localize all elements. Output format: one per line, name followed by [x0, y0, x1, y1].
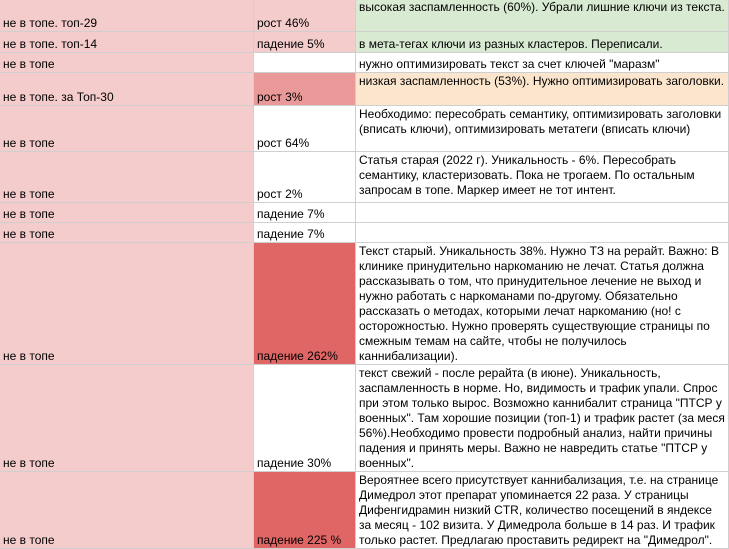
note-cell[interactable]	[356, 202, 729, 222]
note-cell[interactable]: в мета-тегах ключи из разных кластеров. Переписали.	[356, 31, 729, 52]
change-cell[interactable]: падение 225 %	[254, 471, 356, 548]
table-row	[0, 242, 729, 364]
table-row	[0, 202, 729, 222]
change-cell[interactable]: падение 7%	[254, 222, 356, 242]
note-cell[interactable]	[356, 222, 729, 242]
position-cell[interactable]: не в топе. за Топ-30	[0, 72, 254, 105]
change-cell[interactable]: падение 7%	[254, 202, 356, 222]
table-row	[0, 52, 729, 72]
position-cell[interactable]: не в топе	[0, 222, 254, 242]
position-cell[interactable]: не в топе	[0, 242, 254, 364]
table-row	[0, 31, 729, 52]
change-cell[interactable]: рост 2%	[254, 151, 356, 202]
table-row	[0, 151, 729, 202]
position-cell[interactable]: не в топе	[0, 151, 254, 202]
table-row	[0, 364, 729, 471]
note-cell[interactable]: высокая заспамленность (60%). Убрали лишние ключи из текста.	[356, 0, 729, 31]
change-cell[interactable]: рост 64%	[254, 105, 356, 151]
note-cell[interactable]: Вероятнее всего присутствует каннибализация, т.е. на странице Димедрол этот препарат упоминается 22 раза. У страницы Дифенгидрамин низкий CTR, количество посещений в яндексе за месяц - 102 визита. У Димедрола больше в 14 раз. И трафик только растет. Предлагаю проставить редирект на "Димедрол".	[356, 471, 729, 548]
note-cell[interactable]: Необходимо: пересобрать семантику, оптимизировать заголовки (вписать ключи), оптимизировать метатеги (вписать ключи)	[356, 105, 729, 151]
table-row	[0, 471, 729, 548]
change-cell[interactable]: рост 46%	[254, 0, 356, 31]
position-cell[interactable]: не в топе	[0, 364, 254, 471]
change-cell[interactable]: падение 262%	[254, 242, 356, 364]
note-cell[interactable]: Текст старый. Уникальность 38%. Нужно ТЗ на рерайт. Важно: В клинике принудительно наркоманию не лечат. Статья должна рассказывать о том, что принудительное лечение не выход и нужно работать с наркоманами по-другому. Обязательно рассказать о методах, которыми лечат наркоманию (но! с осторожностью. Нужно проверять существующие страницы по смежным темам на сайте, чтобы не получилось каннибализации).	[356, 242, 729, 364]
position-cell[interactable]: не в топе. топ-14	[0, 31, 254, 52]
table-row	[0, 0, 729, 31]
table-row	[0, 72, 729, 105]
change-cell[interactable]: рост 3%	[254, 72, 356, 105]
note-cell[interactable]: Статья старая (2022 г). Уникальность - 6%. Пересобрать семантику, кластеризовать. Пока не трогаем. По остальным запросам в топе. Маркер имеет не тот интент.	[356, 151, 729, 202]
note-cell[interactable]: низкая заспамленность (53%). Нужно оптимизировать заголовки.	[356, 72, 729, 105]
position-cell[interactable]: не в топе	[0, 202, 254, 222]
table-row	[0, 105, 729, 151]
note-cell[interactable]: нужно оптимизировать текст за счет ключей "маразм"	[356, 52, 729, 72]
change-cell[interactable]: падение 30%	[254, 364, 356, 471]
position-cell[interactable]: не в топе	[0, 471, 254, 548]
position-cell[interactable]: не в топе	[0, 52, 254, 72]
change-cell[interactable]: падение 5%	[254, 31, 356, 52]
table-row	[0, 222, 729, 242]
position-cell[interactable]: не в топе	[0, 105, 254, 151]
change-cell[interactable]	[254, 52, 356, 72]
position-cell[interactable]: не в топе. топ-29	[0, 0, 254, 31]
note-cell[interactable]: текст свежий - после рерайта (в июне). Уникальность, заспамленность в норме. Но, видимость и трафик упали. Спрос при этом только вырос. Возможно каннибалит страница "ПТСР у военных". Там хорошие позиции (топ-1) и трафик растет (за меся 56%).Необходимо провести подробный анализ, найти причины падения и принять меры. Важно не навредить статье "ПТСР у военных".	[356, 364, 729, 471]
